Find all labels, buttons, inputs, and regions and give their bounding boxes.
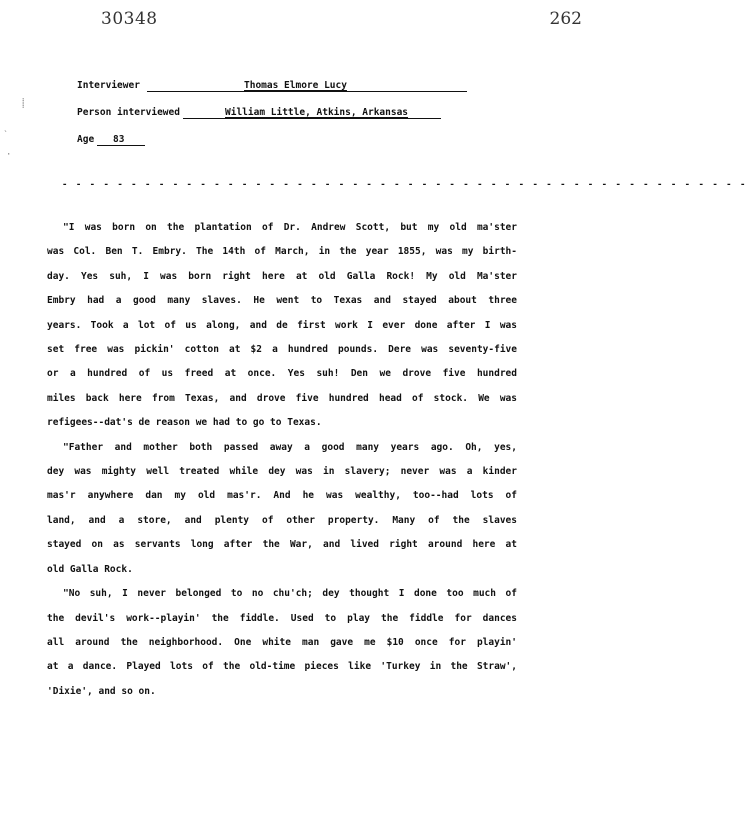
age-label: Age bbox=[77, 134, 95, 145]
interviewer-label: Interviewer bbox=[77, 80, 140, 91]
archive-stamp-number: 30348 bbox=[101, 9, 158, 29]
paragraph-2 bbox=[47, 436, 517, 582]
text-line: miles back here from Texas, and drove five hundred head of stock. We was bbox=[47, 392, 517, 404]
text-line: "No suh, I never belonged to no chu'ch; dey thought I done too much of bbox=[63, 588, 517, 600]
text-line: at a dance. Played lots of the old-time pieces like 'Turkey in the Straw', bbox=[47, 661, 517, 673]
text-line: refigees--dat's de reason we had to go to Texas. bbox=[47, 417, 322, 429]
person-interviewed-underline bbox=[183, 118, 441, 119]
text-line: "I was born on the plantation of Dr. Andrew Scott, but my old ma'ster bbox=[63, 222, 517, 233]
text-line: stayed on as servants long after the War, and lived right around here at bbox=[47, 539, 517, 551]
text-line: 'Dixie', and so on. bbox=[47, 685, 156, 697]
text-line: old Galla Rock. bbox=[47, 563, 133, 575]
age-value: 83 bbox=[113, 134, 125, 145]
margin-speck: ⸽ bbox=[22, 99, 25, 109]
person-interviewed-label: Person interviewed bbox=[77, 107, 180, 118]
text-line: the devil's work--playin' the fiddle. Used to play the fiddle for dances bbox=[47, 612, 517, 624]
paragraph-3 bbox=[47, 582, 517, 704]
text-line: years. Took a lot of us along, and de first work I ever done after I was bbox=[47, 319, 517, 331]
text-line: or a hundred of us freed at once. Yes suh! Den we drove five hundred bbox=[47, 368, 517, 380]
person-interviewed-name: William Little, Atkins, Arkansas bbox=[225, 107, 409, 118]
margin-speck: · bbox=[6, 150, 12, 160]
dashed-separator: - - - - - - - - - - - - - - - - - - - - - - - - - - - - - - - - - - - - - - - - - - - - - - - - - - bbox=[62, 180, 747, 190]
text-line: land, and a store, and plenty of other property. Many of the slaves bbox=[47, 514, 517, 526]
text-line: "Father and mother both passed away a good many years ago. Oh, yes, bbox=[63, 441, 517, 453]
interviewer-name: Thomas Elmore Lucy bbox=[244, 80, 347, 91]
text-line: mas'r anywhere dan my old mas'r. And he was wealthy, too--had lots of bbox=[47, 490, 517, 502]
page-number: 262 bbox=[549, 9, 582, 29]
interview-transcript bbox=[47, 216, 517, 704]
text-line: was Col. Ben T. Embry. The 14th of March, in the year 1855, was my birth- bbox=[47, 246, 517, 258]
text-line: set free was pickin' cotton at $2 a hundred pounds. Dere was seventy-five bbox=[47, 344, 517, 356]
margin-speck: ˋ bbox=[4, 130, 7, 140]
text-line: all around the neighborhood. One white man gave me $10 once for playin' bbox=[47, 636, 517, 648]
age-underline bbox=[97, 145, 145, 146]
text-line: day. Yes suh, I was born right here at old Galla Rock! My old Ma'ster bbox=[47, 270, 517, 282]
paragraph-1 bbox=[47, 216, 517, 436]
text-line: Embry had a good many slaves. He went to Texas and stayed about three bbox=[47, 295, 517, 307]
text-line: dey was mighty well treated while dey was in slavery; never was a kinder bbox=[47, 466, 517, 478]
interviewer-underline bbox=[147, 91, 467, 92]
